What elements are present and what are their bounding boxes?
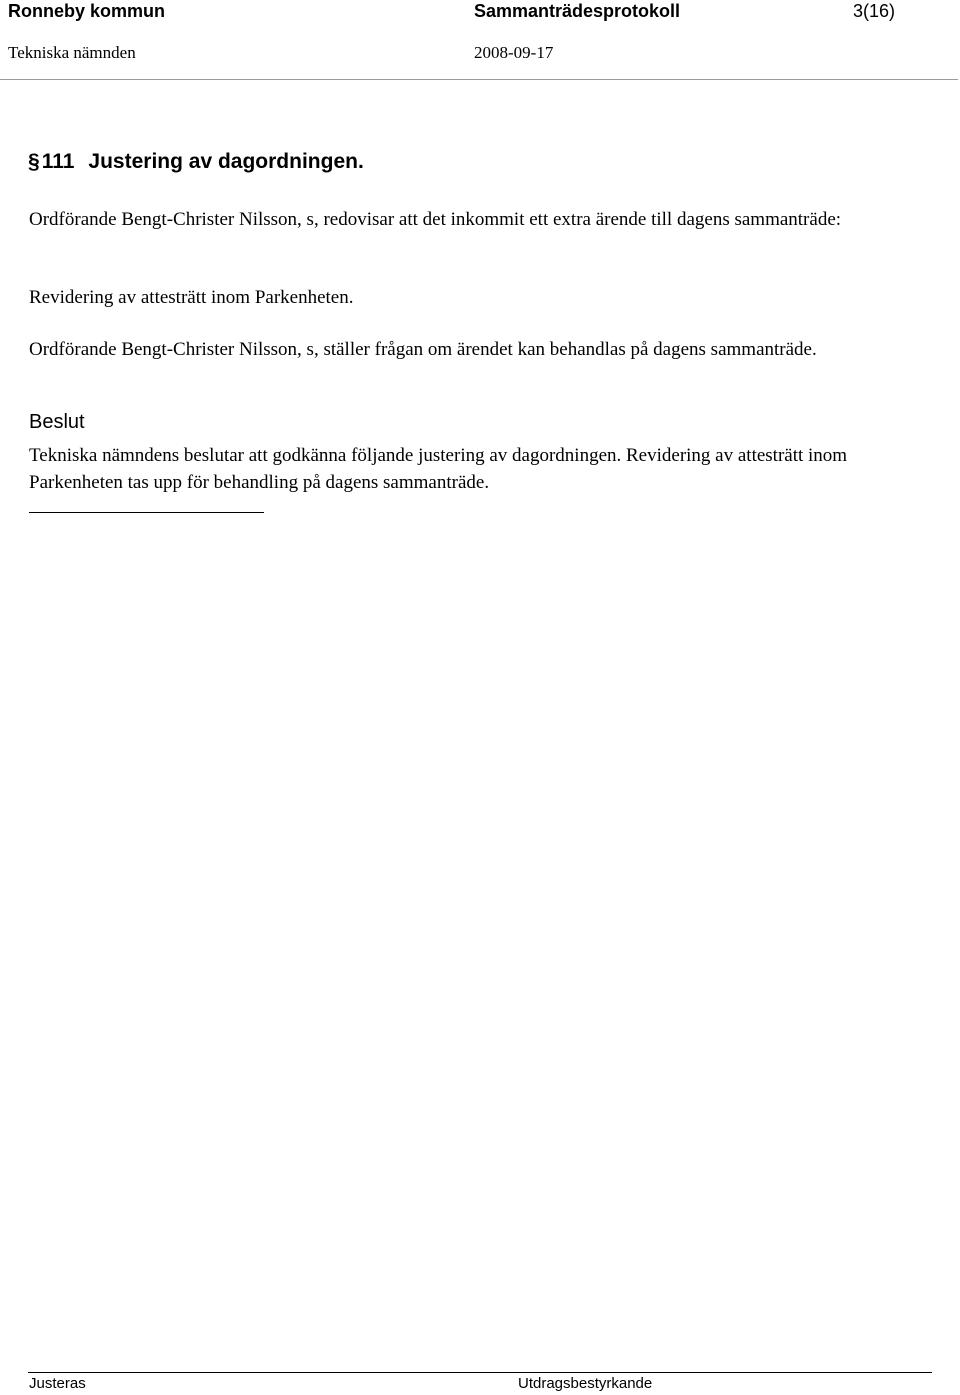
section-symbol: §	[28, 150, 40, 173]
footer-divider	[28, 1372, 932, 1373]
meeting-date: 2008-09-17	[474, 43, 554, 62]
decision-text: Tekniska nämndens beslutar att godkänna följande justering av dagordningen. Revidering av attesträtt inom Parkenheten tas upp för behandling på dagens sammanträde.	[29, 445, 848, 493]
paragraph-question: Ordförande Bengt-Christer Nilsson, s, ställer frågan om ärendet kan behandlas på dagens sammanträde.	[29, 339, 817, 360]
section-heading	[28, 148, 364, 176]
paragraph-item-title: Revidering av attesträtt inom Parkenheten.	[29, 287, 354, 308]
decision-heading: Beslut	[29, 411, 85, 433]
document-type: Sammanträdesprotokoll	[474, 1, 681, 21]
section-number: 111	[41, 150, 75, 173]
paragraph-extra-item: Ordförande Bengt-Christer Nilsson, s, redovisar att det inkommit ett extra ärende till dagens sammanträde:	[29, 209, 842, 230]
organization-name: Ronneby kommun	[8, 1, 166, 21]
section-title: Justering av dagordningen.	[88, 150, 364, 173]
footer-utdragsbestyrkande-label: Utdragsbestyrkande	[518, 1375, 653, 1392]
page-number: 3(16)	[853, 1, 896, 21]
end-of-section-rule	[29, 512, 264, 513]
footer-justeras-label: Justeras	[29, 1375, 86, 1392]
header-divider	[0, 79, 958, 80]
committee-name: Tekniska nämnden	[8, 43, 136, 62]
